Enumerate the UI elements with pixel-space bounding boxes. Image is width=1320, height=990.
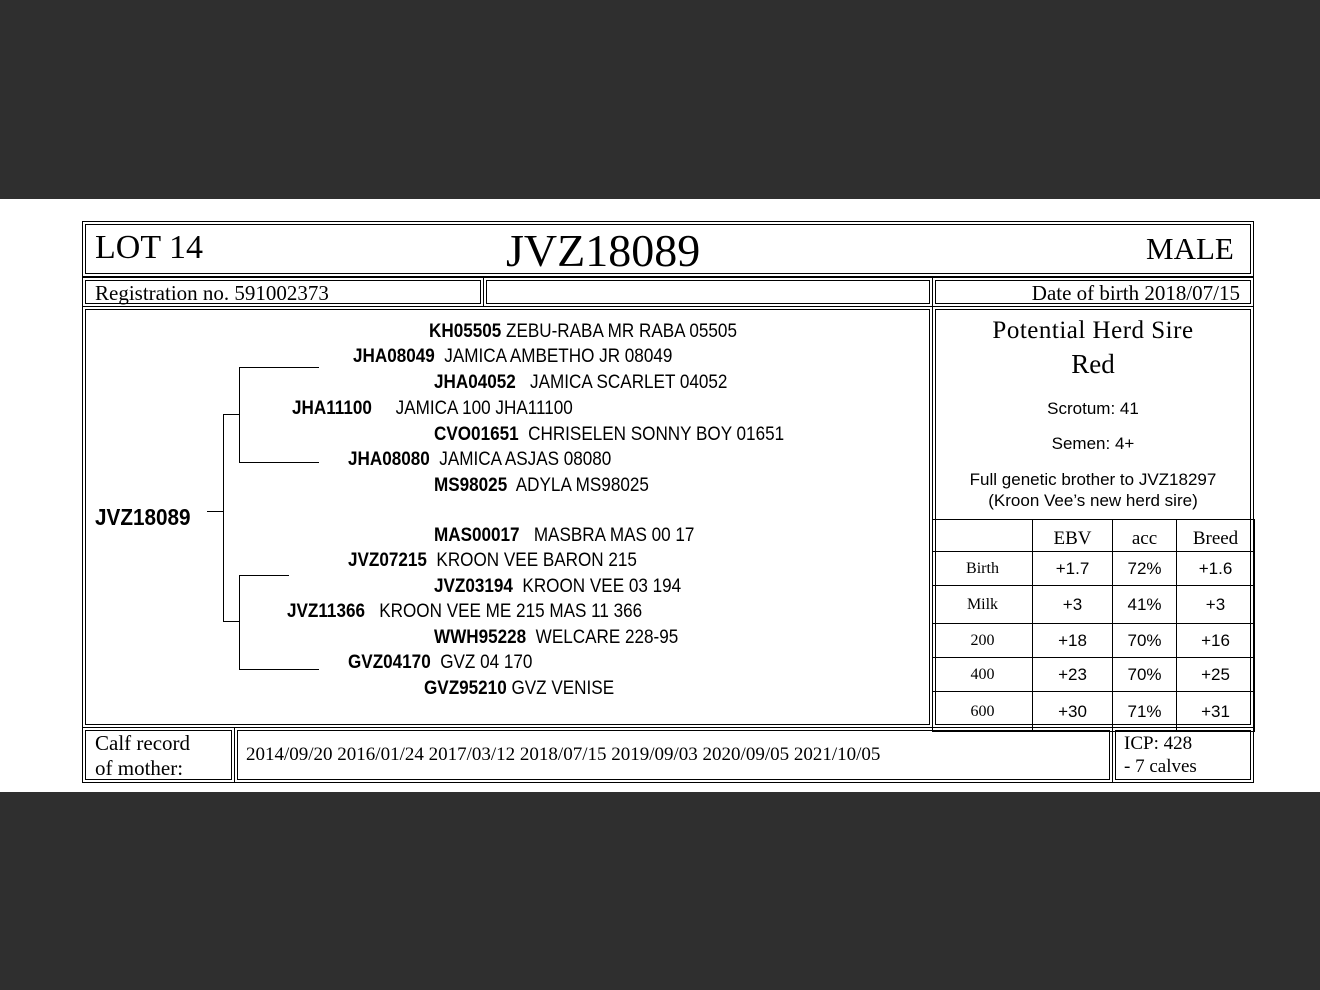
sex-label: MALE [1146, 231, 1234, 266]
ebv-value: +3 [1033, 586, 1113, 624]
pedigree-entry-dam-dam-dam: GVZ95210 GVZ VENISE [424, 678, 615, 699]
ebv-value: +23 [1033, 658, 1113, 692]
breed-value: +3 [1177, 586, 1255, 624]
trait-label: Birth [933, 552, 1033, 586]
subject-id: JVZ18089 [95, 504, 191, 530]
pedigree-entry-dam-sire-sire: MAS00017 MASBRA MAS 00 17 [434, 525, 695, 546]
acc-header: acc [1113, 520, 1177, 552]
calf-record-dates: 2014/09/20 2016/01/24 2017/03/12 2018/07/15 2019/09/03 2020/09/05 2021/10/05 [246, 744, 881, 765]
pedigree-entry-sire-sire-sire: KH05505 ZEBU-RABA MR RABA 05505 [429, 321, 737, 342]
acc-value: 70% [1113, 658, 1177, 692]
pedigree-entry-sire-dam-dam: MS98025 ADYLA MS98025 [434, 475, 649, 496]
scrotum-value: Scrotum: 41 [1047, 399, 1139, 418]
pedigree-connector [223, 414, 224, 622]
pedigree-connector [239, 575, 240, 670]
acc-value: 72% [1113, 552, 1177, 586]
date-of-birth: Date of birth 2018/07/15 [1031, 281, 1240, 305]
icp-value: ICP: 428 [1124, 733, 1193, 754]
pedigree-entry-sire-dam: JHA08080 JAMICA ASJAS 08080 [348, 449, 612, 470]
acc-value: 70% [1113, 624, 1177, 658]
ebv-value: +30 [1033, 692, 1113, 732]
breed-value: +1.6 [1177, 552, 1255, 586]
registration-number: Registration no. 591002373 [95, 281, 329, 305]
pedigree-entry-dam-sire-dam: JVZ03194 KROON VEE 03 194 [434, 576, 682, 597]
pedigree-connector [239, 367, 240, 463]
table-row [933, 692, 1255, 732]
info-title: Potential Herd Sire [992, 317, 1194, 344]
trait-label: 200 [933, 624, 1033, 658]
breed-value: +31 [1177, 692, 1255, 732]
pedigree-connector [239, 669, 319, 670]
trait-label: Milk [933, 586, 1033, 624]
trait-label: 400 [933, 658, 1033, 692]
info-note-line1: Full genetic brother to JVZ18297 [969, 470, 1217, 489]
calf-record-label-line1: Calf record [95, 731, 191, 755]
pedigree-connector [239, 367, 319, 368]
ebv-header-row [933, 520, 1255, 552]
acc-value: 41% [1113, 586, 1177, 624]
pedigree-entry-sire-sire-dam: JHA04052 JAMICA SCARLET 04052 [434, 372, 728, 393]
table-row [933, 658, 1255, 692]
pedigree-connector [239, 575, 289, 576]
breed-header: Breed [1177, 520, 1255, 552]
table-row [933, 552, 1255, 586]
semen-value: Semen: 4+ [1051, 434, 1135, 453]
pedigree-entry-dam-dam: GVZ04170 GVZ 04 170 [348, 652, 533, 673]
breed-value: +25 [1177, 658, 1255, 692]
trait-label: 600 [933, 692, 1033, 732]
ebv-value: +18 [1033, 624, 1113, 658]
pedigree-entry-sire-dam-sire: CVO01651 CHRISELEN SONNY BOY 01651 [434, 424, 785, 445]
pedigree-entry-sire-sire: JHA08049 JAMICA AMBETHO JR 08049 [353, 346, 673, 367]
calf-count: - 7 calves [1124, 756, 1197, 777]
ebv-table [932, 519, 1255, 732]
table-row [933, 624, 1255, 658]
calf-record-label-line2: of mother: [95, 756, 184, 780]
info-note-line2: (Kroon Vee’s new herd sire) [988, 491, 1198, 510]
pedigree-entry-sire: JHA11100 JAMICA 100 JHA11100 [292, 398, 573, 419]
pedigree-entry-dam-dam-sire: WWH95228 WELCARE 228-95 [434, 627, 679, 648]
pedigree-connector [207, 511, 223, 512]
breed-value: +16 [1177, 624, 1255, 658]
table-row [933, 586, 1255, 624]
animal-id-title: JVZ18089 [506, 225, 701, 276]
pedigree-connector [223, 621, 239, 622]
ebv-header: EBV [1033, 520, 1113, 552]
ebv-header-blank [933, 520, 1033, 552]
pedigree-entry-dam-sire: JVZ07215 KROON VEE BARON 215 [348, 550, 637, 571]
info-color: Red [1071, 349, 1115, 379]
blank-box [483, 277, 933, 307]
ebv-value: +1.7 [1033, 552, 1113, 586]
lot-number: LOT 14 [95, 229, 203, 266]
pedigree-connector [223, 414, 239, 415]
acc-value: 71% [1113, 692, 1177, 732]
pedigree-connector [239, 462, 319, 463]
pedigree-entry-dam: JVZ11366 KROON VEE ME 215 MAS 11 366 [287, 601, 643, 622]
